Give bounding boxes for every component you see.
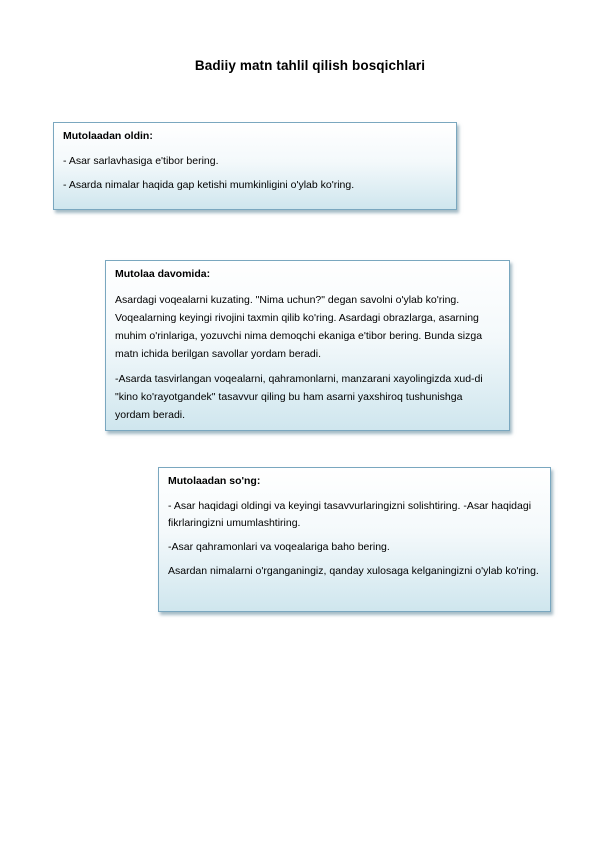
before-reading-box — [53, 122, 457, 210]
section-heading: Mutolaadan so'ng: — [168, 475, 261, 487]
section-paragraph: Asardagi voqealarni kuzating. "Nima uchun?" degan savolni o'ylab ko'ring. Voqealarning keyingi rivojini taxmin qilib ko'ring. Asardagi obrazlarga, asarning muhim o'rinlariga, yozuvchi nima demoqchi ekaniga e'tibor bering. Bunda sizga matn ichida berilgan savollar yordam beradi. — [115, 293, 483, 360]
after-reading-box — [158, 467, 551, 612]
section-paragraph: -Asar qahramonlari va voqealariga baho bering. — [168, 540, 390, 553]
during-reading-box — [105, 260, 510, 431]
page-title: Badiiy matn tahlil qilish bosqichlari — [194, 58, 426, 73]
section-paragraph: -Asarda tasvirlangan voqealarni, qahramonlarni, manzarani xayolingizda xud-di "kino ko'rayotgandek" tasavvur qiling bu ham asarni yaxshiroq tushunishga yordam beradi. — [115, 372, 483, 421]
section-paragraph: - Asar haqidagi oldingi va keyingi tasavvurlaringizni solishtiring. -Asar haqidagi fikrlaringizni umumlashtiring. — [168, 499, 532, 529]
section-paragraph: - Asar sarlavhasiga e'tibor bering. — [63, 154, 219, 167]
section-heading: Mutolaa davomida: — [115, 268, 211, 280]
section-paragraph: Asardan nimalarni o'rganganingiz, qanday xulosaga kelganingizni o'ylab ko'ring. — [168, 564, 539, 577]
section-paragraph: - Asarda nimalar haqida gap ketishi mumkinligini o'ylab ko'ring. — [63, 179, 355, 191]
section-heading: Mutolaadan oldin: — [63, 130, 153, 142]
